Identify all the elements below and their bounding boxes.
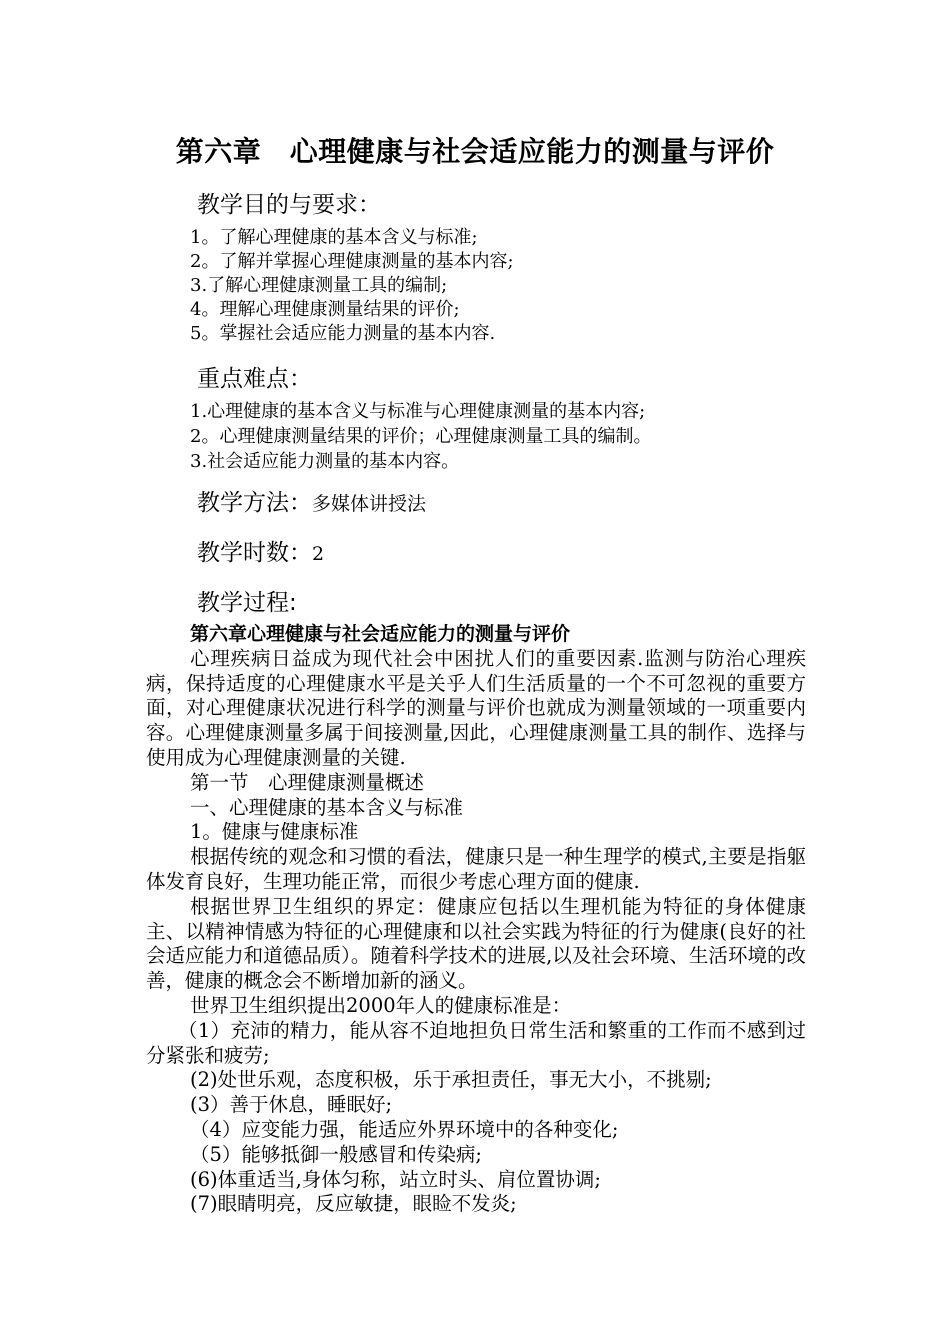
hours-row xyxy=(197,534,324,567)
objective-item: 4。理解心理健康测量结果的评价; xyxy=(190,299,460,320)
objective-item: 1。了解心理健康的基本含义与标准; xyxy=(190,227,478,248)
lesson-body xyxy=(146,622,806,1217)
objective-item: 3.了解心理健康测量工具的编制; xyxy=(190,275,448,296)
standard-item: （4）应变能力强，能适应外界环境中的各种变化; xyxy=(190,1117,619,1141)
objective-item: 2。了解并掌握心理健康测量的基本内容; xyxy=(190,251,514,272)
paragraph-traditional: 根据传统的观念和习惯的看法，健康只是一种生理学的模式,主要是指躯体发育良好，生理功能正常，而很少考虑心理方面的健康. xyxy=(146,845,806,893)
key-point-item: 1.心理健康的基本含义与标准与心理健康测量的基本内容; xyxy=(190,401,646,422)
key-points-heading: 重点难点： xyxy=(197,366,312,392)
objectives-heading: 教学目的与要求： xyxy=(197,192,381,218)
standard-item: (2)处世乐观，态度积极，乐于承担责任，事无大小，不挑剔; xyxy=(190,1068,712,1092)
hours-label: 教学时数： xyxy=(197,540,312,566)
standard-item: （1）充沛的精力，能从容不迫地担负日常生活和繁重的工作而不感到过分紧张和疲劳; xyxy=(146,1018,806,1067)
objective-item: 5。掌握社会适应能力测量的基本内容. xyxy=(190,323,496,344)
key-point-item: 3.社会适应能力测量的基本内容。 xyxy=(190,451,460,472)
subsection-title: 一、心理健康的基本含义与标准 xyxy=(190,795,464,819)
body-chapter-title: 第六章心理健康与社会适应能力的测量与评价 xyxy=(190,623,571,645)
chapter-title: 第六章 心理健康与社会适应能力的测量与评价 xyxy=(175,135,775,168)
standard-item: (6)体重适当,身体匀称，站立时头、肩位置协调; xyxy=(190,1167,601,1191)
standards-intro: 世界卫生组织提出2000年人的健康标准是： xyxy=(190,993,572,1017)
section-title: 第一节 心理健康测量概述 xyxy=(190,770,425,794)
item-title: 1。健康与健康标准 xyxy=(190,820,359,844)
paragraph-who: 根据世界卫生组织的界定：健康应包括以生理机能为特征的身体健康主、以精神情感为特征的心理健康和以社会实践为特征的行为健康(良好的社会适应能力和道德品质）。随着科学技术的进展,以及社会环境、生活环境的改善，健康的概念会不断增加新的涵义。 xyxy=(146,894,806,993)
process-heading: 教学过程: xyxy=(197,590,297,616)
intro-paragraph: 心理疾病日益成为现代社会中困扰人们的重要因素.监测与防治心理疾病，保持适度的心理健康水平是关乎人们生活质量的一个不可忽视的重要方面，对心理健康状况进行科学的测量与评价也就成为测量领域的一项重要内容。心理健康测量多属于间接测量,因此，心理健康测量工具的制作、选择与使用成为心理健康测量的关键. xyxy=(146,646,806,769)
method-value: 多媒体讲授法 xyxy=(312,493,427,515)
method-row xyxy=(197,484,426,517)
method-label: 教学方法： xyxy=(197,490,312,516)
standard-item: (3）善于休息，睡眠好; xyxy=(190,1093,393,1117)
standard-item: (7)眼睛明亮，反应敏捷，眼睑不发炎; xyxy=(190,1192,517,1216)
hours-value: 2 xyxy=(312,543,325,565)
standard-item: （5）能够抵御一般感冒和传染病; xyxy=(190,1142,482,1166)
key-point-item: 2。心理健康测量结果的评价；心理健康测量工具的编制。 xyxy=(190,426,652,447)
